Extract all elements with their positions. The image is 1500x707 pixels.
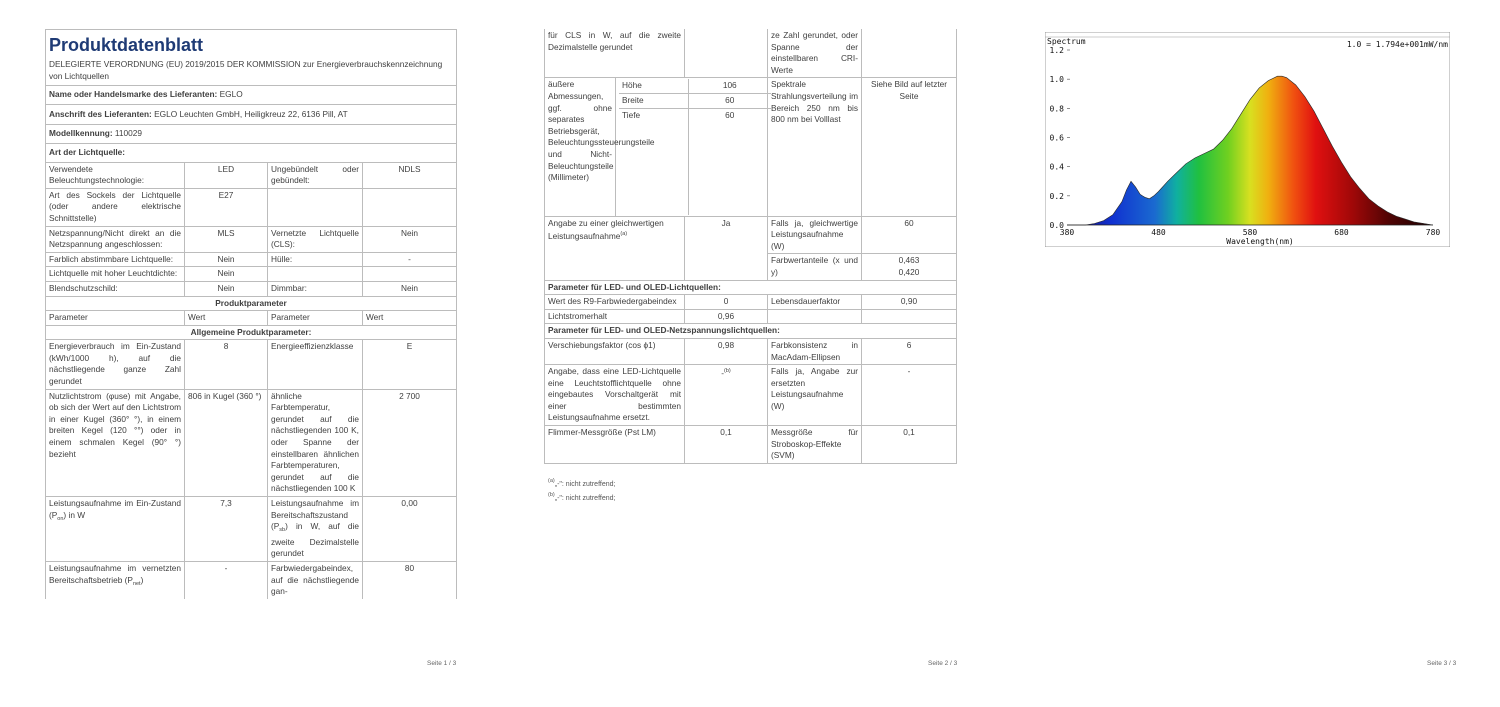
spectrum-chart [1045,32,1450,247]
table-row [545,365,957,426]
footnote-a-text: „-": nicht zutreffend; [554,481,616,488]
supplier-address-row [46,104,457,125]
table-row [619,93,771,108]
replace-sup: (b) [724,368,731,375]
supplier-name-row [46,86,457,105]
footnote-b-mark: (b) [548,492,555,498]
x-tick-label: 680 [1334,228,1349,237]
table-row [545,338,957,364]
model-row [46,125,457,144]
table-row [46,340,457,389]
equiv-if-value: 60 [862,216,957,254]
column-header-row [46,311,457,326]
empty-cell [862,309,957,324]
replace-if-label: Falls ja, Angabe zur ersetzten Leistungsaufnahme (W) [768,365,862,426]
page-number: Seite 2 / 3 [928,660,958,667]
page-2 [500,0,1000,707]
led-params-heading: Parameter für LED- und OLED-Lichtquellen: [545,280,957,295]
chart-title: Spectrum [1047,37,1086,46]
equiv-sup: (a) [620,231,628,238]
table-row [46,162,457,188]
type-value-2: Nein [363,226,457,252]
param-label: ze Zahl gerundet, oder Spanne der einstellbaren CRI-Werte [768,29,862,78]
standby-sub: sb [279,527,286,534]
page-3 [1000,0,1500,707]
dimension-value: 60 [688,93,771,108]
page-1 [0,0,500,707]
spectral-label: Spektrale Strahlungsverteilung im Bereich 250 nm bis 800 nm bei Volllast [768,78,862,216]
y-tick-label: 0.6 [1049,133,1064,143]
param-value: 806 in Kugel (360 °) [185,389,268,496]
equiv-label-cell [545,216,685,280]
table-row [619,108,771,215]
chroma-value [862,254,957,280]
type-label-2 [268,267,363,282]
flicker-label: Flimmer-Messgröße (Pst LM) [545,426,685,464]
type-value-1: E27 [185,188,268,226]
x-tick-label: 480 [1151,228,1166,237]
param-value: - [185,561,268,598]
title-cell [46,30,457,86]
param-value: 80 [363,561,457,598]
supplier-name-label: Name oder Handelsmarke des Lieferanten: [49,89,218,100]
light-source-type-heading: Art der Lichtquelle: [46,143,457,162]
type-value-2 [363,188,457,226]
equiv-label: Angabe zu einer gleichwertigen Leistungsaufnahme [548,217,664,242]
col-header-param: Parameter [46,311,185,326]
strobe-label: Messgröße für Stroboskop-Effekte (SVM) [768,426,862,464]
type-value-1: LED [185,162,268,188]
net-sub: net [132,580,141,587]
r9-value: 0 [685,295,768,310]
dimension-name: Tiefe [619,108,688,215]
table-row [545,295,957,310]
type-label-1: Verwendete Beleuchtungstechnologie: [46,162,185,188]
type-label-2 [268,188,363,226]
flicker-value: 0,1 [685,426,768,464]
col-header-value: Wert [185,311,268,326]
table-row [46,497,457,562]
type-value-2 [363,267,457,282]
param-label: für CLS in W, auf die zweite Dezimalstelle gerundet [545,29,685,78]
type-label-1: Lichtquelle mit hoher Leuchtdichte: [46,267,185,282]
consist-label: Farbkonsistenz in MacAdam-Ellipsen [768,338,862,364]
table-row [545,216,957,254]
param-label: Energieverbrauch im Ein-Zustand (kWh/1000 h), auf die nächstliegende ganze Zahl gerundet [46,340,185,389]
type-value-1: Nein [185,267,268,282]
param-label: ähnliche Farbtemperatur, gerundet auf die nächstliegenden 100 K, oder Spanne der einstellbaren ähnlichen Farbtemperaturen, gerundet auf die nächstliegenden 100 K [268,389,363,496]
maint-value: 0,96 [685,309,768,324]
type-label-1: Farblich abstimmbare Lichtquelle: [46,252,185,267]
replace-label: Angabe, dass eine LED-Lichtquelle eine Leuchtstofflichtquelle ohne eingebautes Vorschaltgerät mit einer bestimmten Leistungsaufnahme ersetzt. [545,365,685,426]
x-tick-label: 780 [1425,228,1441,237]
y-tick-label: 0.4 [1049,162,1064,172]
y-tick-label: 1.0 [1049,75,1064,85]
r9-label: Wert des R9-Farbwiedergabeindex [545,295,685,310]
product-datasheet-table-page1 [45,29,457,599]
type-label-2: Hülle: [268,252,363,267]
chroma-y: 0,420 [898,266,920,277]
supplier-name-value: EGLO [219,89,243,100]
footnote-b [548,492,615,502]
footnote-b-text: „-": nicht zutreffend; [554,495,616,502]
y-tick-label: 0.2 [1049,191,1064,201]
table-row [545,29,957,78]
supplier-address-label: Anschrift des Lieferanten: [49,108,152,119]
shift-label: Verschiebungsfaktor (cos ϕ1) [545,338,685,364]
param-label: Energieeffizienzklasse [268,340,363,389]
table-row [619,79,771,93]
dimension-name: Höhe [619,79,688,93]
x-tick-label: 580 [1242,228,1258,237]
spectral-value: Siehe Bild auf letzter Seite [862,78,957,216]
type-label-1: Art des Sockels der Lichtquelle (oder andere elektrische Schnittstelle) [46,188,185,226]
dimension-value: 60 [688,108,771,215]
param-value [685,29,768,78]
strobe-value: 0,1 [862,426,957,464]
param-value: 2 700 [363,389,457,496]
equiv-value: Ja [685,216,768,280]
table-row [46,252,457,267]
type-label-2: Ungebündelt oder gebündelt: [268,162,363,188]
net-suffix: ) [140,574,144,585]
type-value-1: MLS [185,226,268,252]
param-value: 0,00 [363,497,457,562]
power-on-label: Leistungsaufnahme im Ein-Zustand (P [49,498,181,520]
shift-value: 0,98 [685,338,768,364]
footnote-a [548,478,615,488]
model-value: 110029 [114,128,142,139]
type-label-1: Blendschutzschild: [46,281,185,296]
page-number: Seite 1 / 3 [427,660,457,667]
type-value-2: - [363,252,457,267]
life-label: Lebensdauerfaktor [768,295,862,310]
standby-label: Leistungsaufnahme im Bereitschaftszustand (P [271,498,359,532]
consist-value: 6 [862,338,957,364]
power-on-suffix: ) in W [63,509,86,520]
table-row [545,78,957,216]
equiv-if-label: Falls ja, gleichwertige Leistungsaufnahme (W) [768,216,862,254]
regulation-text: DELEGIERTE VERORDNUNG (EU) 2019/2015 DER KOMMISSION zur Energieverbrauchskennzeichnung von Lichtquellen [49,59,443,81]
dimension-name: Breite [619,93,688,108]
param-value: E [363,340,457,389]
type-value-1: Nein [185,252,268,267]
table-row [545,426,957,464]
maint-label: Lichtstromerhalt [545,309,685,324]
replace-if-value: - [862,365,957,426]
x-tick-label: 380 [1059,228,1075,237]
net-label: Leistungsaufnahme im vernetzten Bereitschaftsbetrieb (P [49,562,181,585]
param-value: 8 [185,340,268,389]
y-tick-label: 0.0 [1049,221,1064,230]
chroma-label: Farbwertanteile (x und y) [768,254,862,280]
param-label [46,561,185,598]
table-row [46,226,457,252]
replace-value: - [721,368,725,379]
table-row [46,267,457,282]
empty-cell [768,309,862,324]
supplier-address-value: EGLO Leuchten GmbH, Heiligkreuz 22, 6136 Pill, AT [154,108,348,119]
mains-params-heading: Parameter für LED- und OLED-Netzspannungslichtquellen: [545,324,957,339]
param-label: Farbwiedergabeindex, auf die nächstliegende gan- [268,561,363,598]
replace-value-cell [685,365,768,426]
table-row [46,281,457,296]
chroma-x: 0,463 [898,255,920,266]
type-label-2: Dimmbar: [268,281,363,296]
product-datasheet-table-page2 [544,29,957,464]
param-label [46,497,185,562]
page-number: Seite 3 / 3 [1427,660,1457,667]
table-row [46,561,457,598]
y-tick-label: 1.2 [1049,46,1064,55]
dimensions-label: äußere Abmessungen, ggf. ohne separates Betriebsgerät, Beleuchtungssteuerungsteile und Nicht-Beleuchtungsteile (Millimeter) [545,78,616,216]
table-row [545,309,957,324]
type-value-2: NDLS [363,162,457,188]
col-header-value: Wert [363,311,457,326]
dimension-value: 106 [688,79,771,93]
param-value [862,29,957,78]
x-axis-label: Wavelength(nm) [1226,237,1294,246]
type-label-1: Netzspannung/Nicht direkt an die Netzspannung angeschlossen: [46,226,185,252]
standby-suffix: ) in W, auf die zweite Dezimalstelle gerundet [271,521,359,559]
chart-annotation: 1.0 = 1.794e+001mW/nm [1346,40,1448,49]
product-params-heading: Produktparameter [46,296,457,311]
general-params-heading: Allgemeine Produktparameter: [46,325,457,340]
col-header-param: Parameter [268,311,363,326]
param-label: Nutzlichtstrom (φuse) mit Angabe, ob sich der Wert auf den Lichtstrom in einer Kugel (360° °), in einem breiten Kegel (120 °°) oder in einem schmalen Kegel (90° °) bezieht [46,389,185,496]
param-value: 7,3 [185,497,268,562]
page-title: Produktdatenblatt [49,35,204,55]
param-label [268,497,363,562]
life-value: 0,90 [862,295,957,310]
table-row [46,188,457,226]
model-label: Modellkennung: [49,128,113,139]
type-value-2: Nein [363,281,457,296]
table-row [46,389,457,496]
type-value-1: Nein [185,281,268,296]
y-tick-label: 0.8 [1049,104,1064,114]
power-on-sub: on [57,515,64,522]
type-label-2: Vernetzte Lichtquelle (CLS): [268,226,363,252]
footnote-a-mark: (a) [548,478,555,484]
